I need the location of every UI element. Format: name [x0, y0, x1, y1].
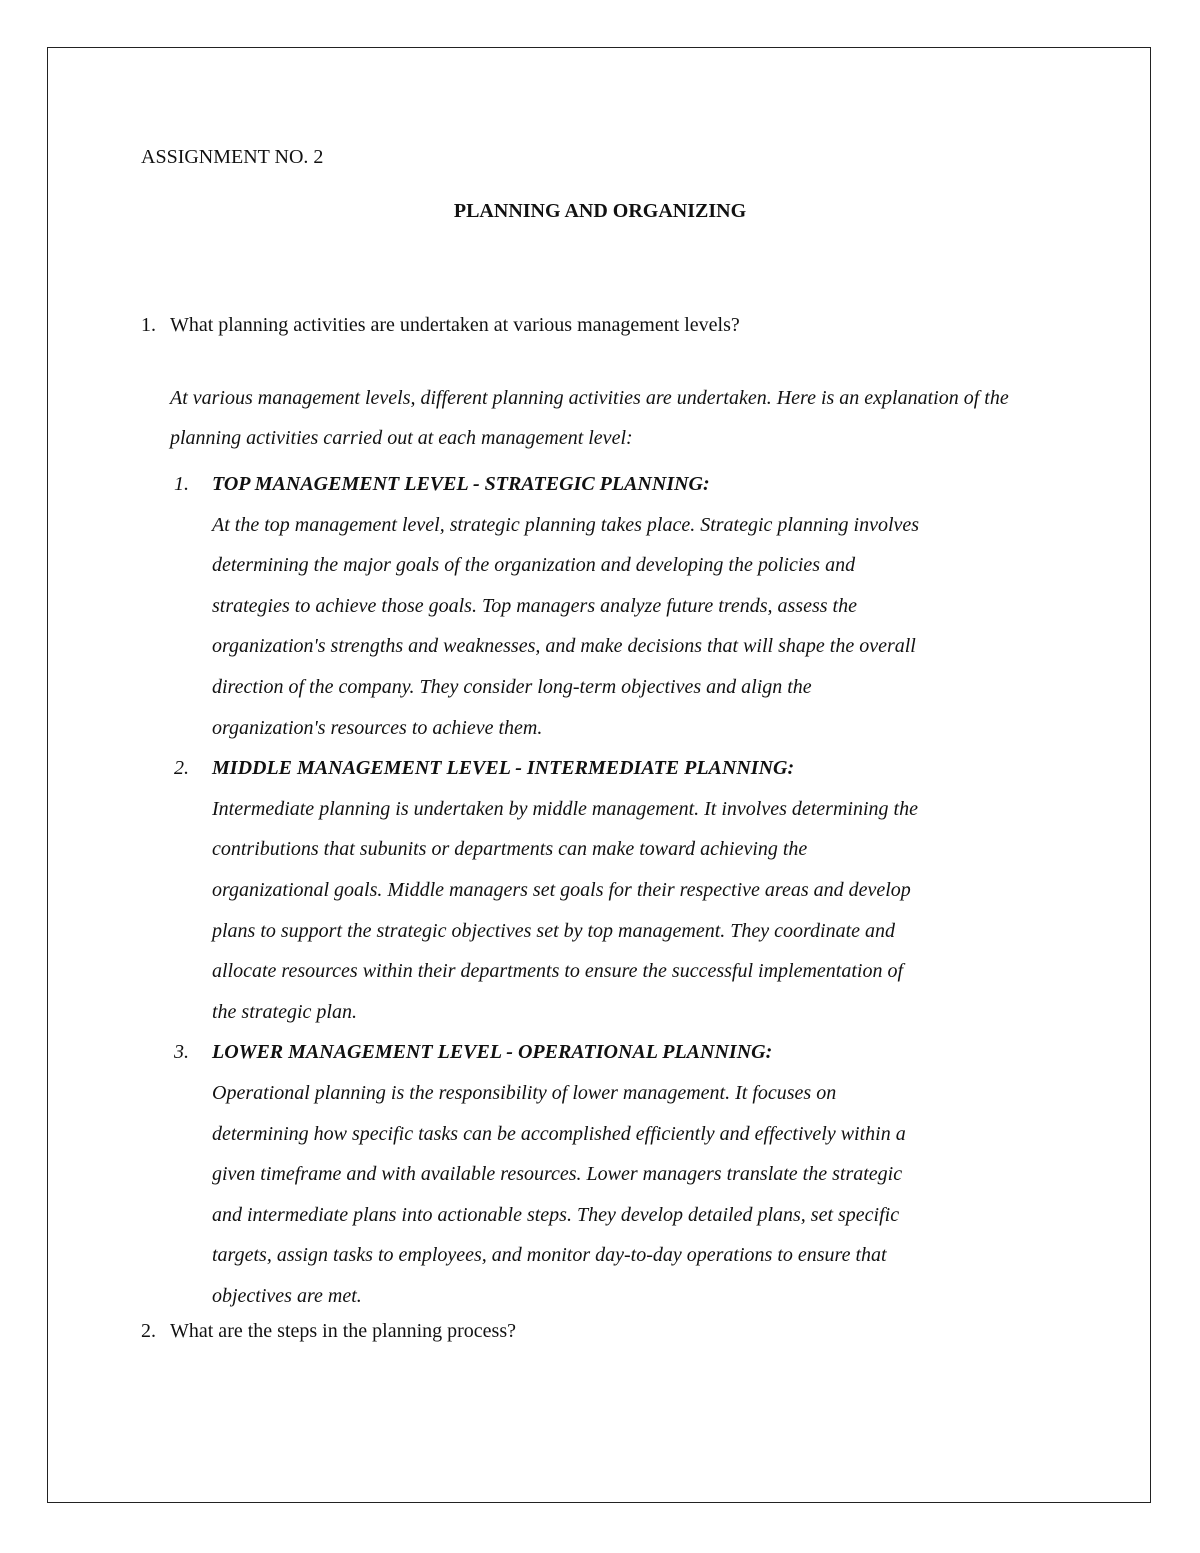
list-item-line: objectives are met.: [212, 1284, 362, 1307]
list-item-line: organization's strengths and weaknesses, and make decisions that will shape the overall: [212, 635, 916, 658]
list-item-line: contributions that subunits or departments can make toward achieving the: [212, 838, 808, 861]
list-item-line: At the top management level, strategic planning takes place. Strategic planning involves: [212, 513, 920, 536]
question-text: What planning activities are undertaken at various management levels?: [170, 314, 740, 336]
list-item: [141, 748, 1061, 1032]
answer-intro: At various management levels, different planning activities are undertaken. Here is an explanation of the planning activities carried out at each management level:: [170, 387, 1009, 449]
list-item: [141, 1032, 1061, 1316]
page-title: PLANNING AND ORGANIZING: [453, 200, 747, 222]
list-item-line: organization's resources to achieve them.: [212, 716, 543, 739]
list-item-line: strategies to achieve those goals. Top managers analyze future trends, assess the: [212, 594, 857, 617]
document-body: [141, 140, 1061, 1344]
list-item-line: determining how specific tasks can be accomplished efficiently and effectively within a: [212, 1122, 906, 1145]
list-item-line: direction of the company. They consider long-term objectives and align the: [212, 675, 812, 698]
list-item-heading: TOP MANAGEMENT LEVEL - STRATEGIC PLANNING:: [212, 473, 710, 495]
list-item-line: targets, assign tasks to employees, and monitor day-to-day operations to ensure that: [212, 1244, 887, 1267]
question-text: What are the steps in the planning process?: [170, 1320, 516, 1343]
question-1: [141, 312, 1061, 338]
list-item: [141, 464, 1061, 748]
list-item-line: organizational goals. Middle managers set goals for their respective areas and develop: [212, 878, 911, 901]
assignment-number: ASSIGNMENT NO. 2: [141, 146, 324, 168]
list-item-heading: LOWER MANAGEMENT LEVEL - OPERATIONAL PLANNING:: [212, 1041, 773, 1064]
question-number: 1.: [141, 314, 156, 336]
list-item-line: determining the major goals of the organization and developing the policies and: [212, 554, 856, 577]
list-item-line: given timeframe and with available resources. Lower managers translate the strategic: [212, 1163, 903, 1186]
list-item-number: 1.: [174, 473, 189, 495]
question-number: 2.: [141, 1320, 156, 1343]
list-item-line: allocate resources within their departments to ensure the successful implementation of: [212, 960, 904, 983]
question-2: [141, 1318, 1061, 1344]
list-item-line: and intermediate plans into actionable steps. They develop detailed plans, set specific: [212, 1203, 900, 1226]
management-levels-list: [141, 464, 1061, 1316]
list-item-line: plans to support the strategic objectives set by top management. They coordinate and: [212, 919, 896, 942]
list-item-line: Operational planning is the responsibility of lower management. It focuses on: [212, 1081, 837, 1104]
list-item-number: 2.: [174, 757, 189, 780]
list-item-heading: MIDDLE MANAGEMENT LEVEL - INTERMEDIATE PLANNING:: [212, 757, 795, 780]
list-item-line: the strategic plan.: [212, 1000, 357, 1023]
list-item-line: Intermediate planning is undertaken by middle management. It involves determining the: [212, 797, 918, 820]
list-item-number: 3.: [174, 1041, 189, 1064]
